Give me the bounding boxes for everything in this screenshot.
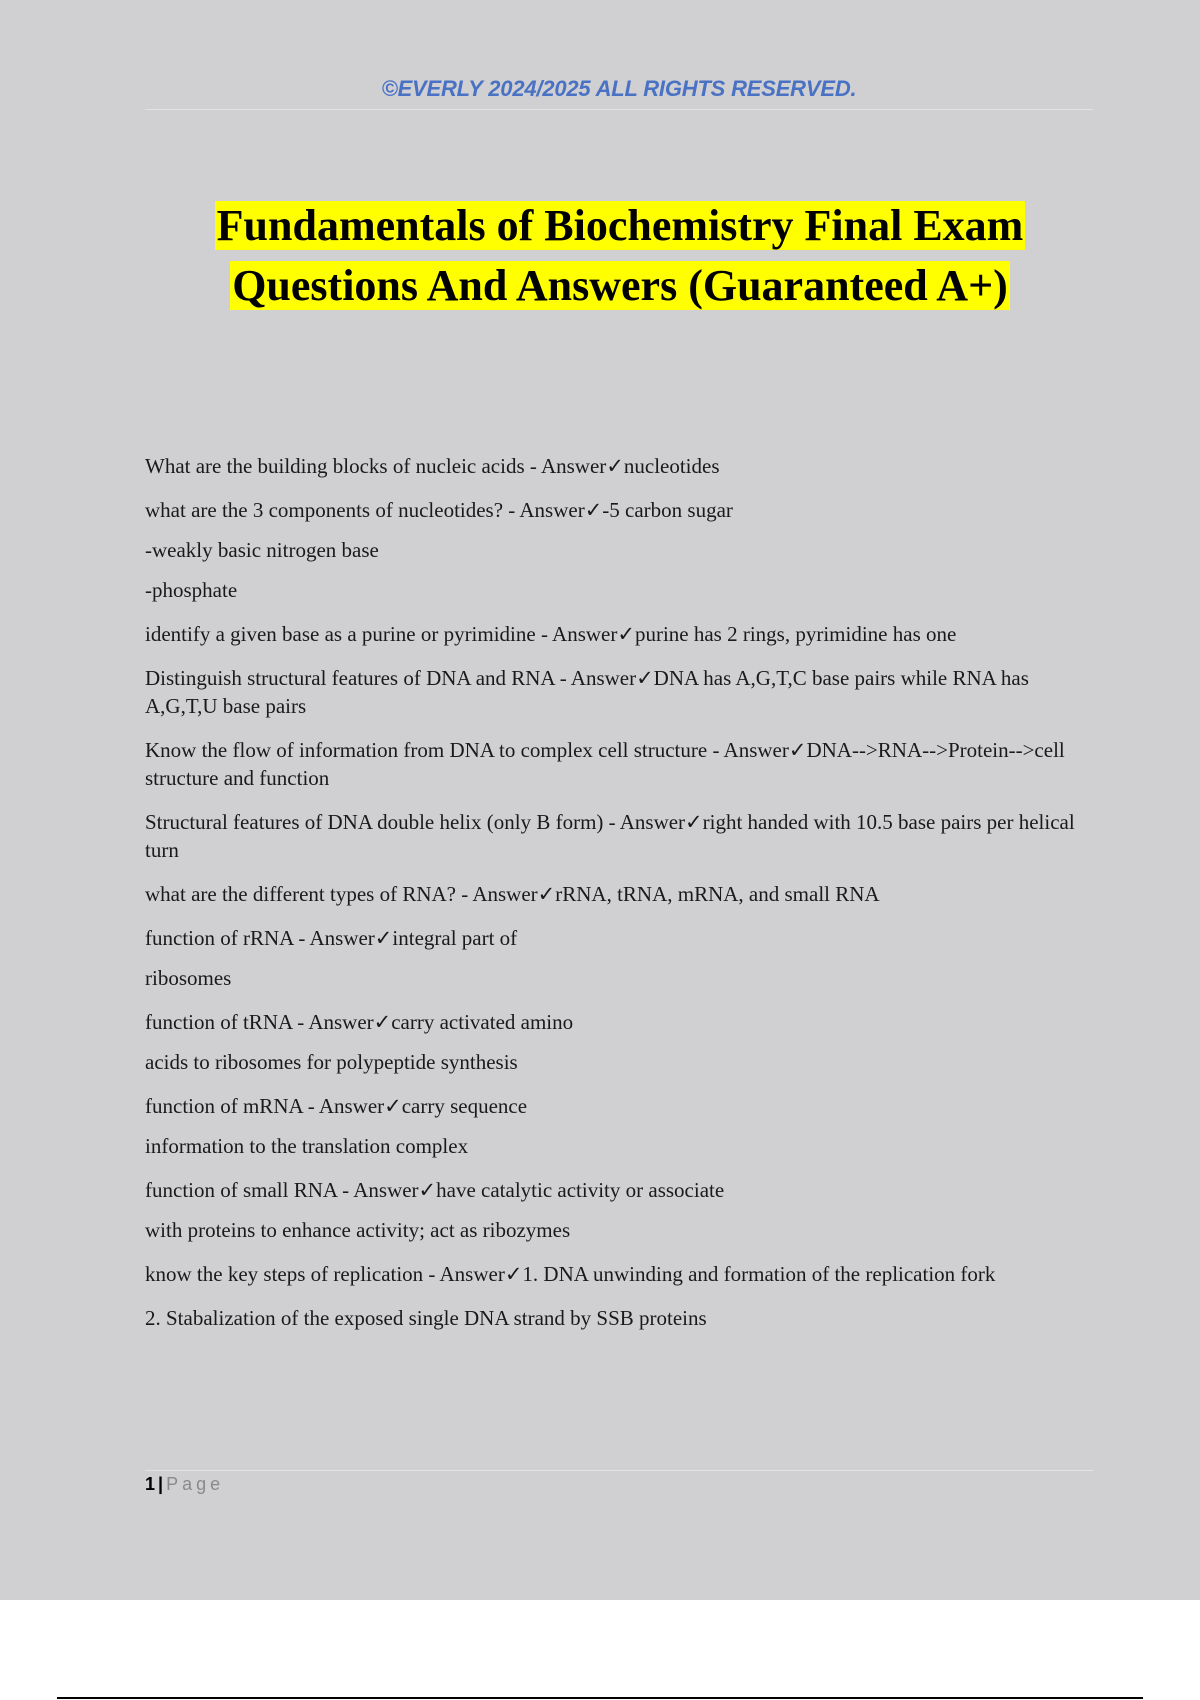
qa-paragraph: Structural features of DNA double helix (only B form) - Answer✓right handed with 10.5 base pairs per helical turn [145, 810, 1075, 862]
qa-paragraph: know the key steps of replication - Answer✓1. DNA unwinding and formation of the replication fork [145, 1262, 996, 1286]
qa-paragraph: function of tRNA - Answer✓carry activated amino [145, 1010, 574, 1034]
qa-paragraph: identify a given base as a purine or pyrimidine - Answer✓purine has 2 rings, pyrimidine has one [145, 622, 957, 646]
qa-paragraph: what are the different types of RNA? - Answer✓rRNA, tRNA, mRNA, and small RNA [145, 882, 880, 906]
qa-paragraph: 2. Stabalization of the exposed single DNA strand by SSB proteins [145, 1306, 707, 1330]
qa-paragraph: with proteins to enhance activity; act as ribozymes [145, 1218, 571, 1242]
qa-paragraph: Distinguish structural features of DNA and RNA - Answer✓DNA has A,G,T,C base pairs while RNA has A,G,T,U base pairs [145, 666, 1029, 718]
page-number: 1 [145, 1474, 156, 1494]
qa-paragraph: What are the building blocks of nucleic acids - Answer✓nucleotides [145, 454, 720, 478]
header-divider [145, 109, 1093, 110]
title-line-1: Fundamentals of Biochemistry Final Exam [216, 201, 1024, 250]
qa-paragraph: -weakly basic nitrogen base [145, 538, 379, 562]
qa-paragraph: information to the translation complex [145, 1134, 469, 1158]
qa-paragraph: ribosomes [145, 966, 232, 990]
qa-paragraph: what are the 3 components of nucleotides? - Answer✓-5 carbon sugar [145, 498, 733, 522]
footer-divider [145, 1470, 1093, 1471]
page-footer [145, 1474, 224, 1495]
qa-paragraph: function of rRNA - Answer✓integral part of [145, 926, 518, 950]
qa-paragraph: function of mRNA - Answer✓carry sequence [145, 1094, 528, 1118]
bottom-divider [57, 1697, 1143, 1699]
qa-content [145, 452, 1090, 1348]
copyright-header: ©EVERLY 2024/2025 ALL RIGHTS RESERVED. [381, 76, 857, 101]
qa-paragraph: function of small RNA - Answer✓have catalytic activity or associate [145, 1178, 725, 1202]
page-label: Page [166, 1474, 225, 1494]
qa-paragraph: -phosphate [145, 578, 238, 602]
footer-separator: | [158, 1474, 164, 1494]
qa-paragraph: acids to ribosomes for polypeptide synthesis [145, 1050, 518, 1074]
qa-paragraph: Know the flow of information from DNA to complex cell structure - Answer✓DNA-->RNA-->Protein-->cell structure and function [145, 738, 1065, 790]
document-title [120, 196, 1120, 316]
title-line-2: Questions And Answers (Guaranteed A+) [232, 261, 1008, 310]
